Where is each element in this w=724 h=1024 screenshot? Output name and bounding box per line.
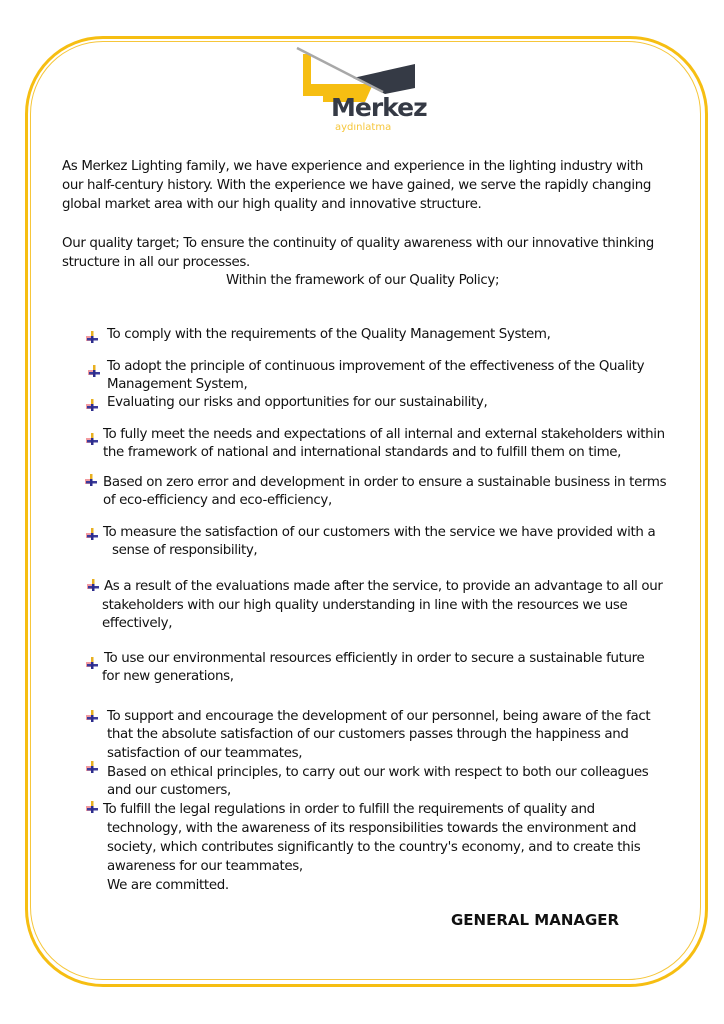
policy-item-text: To measure the satisfaction of our customers with the service we have provided with a xyxy=(103,525,656,540)
policy-item-text: To use our environmental resources efficiently in order to secure a sustainable future xyxy=(104,651,645,666)
four-color-bullet-icon xyxy=(85,398,99,412)
policy-item-continuation: and our customers, xyxy=(107,783,231,798)
policy-item-continuation: Management System, xyxy=(107,377,248,392)
policy-item-continuation: satisfaction of our teammates, xyxy=(107,746,303,761)
policy-item-continuation: the framework of national and international standards and to fulfill them on time, xyxy=(103,445,622,460)
policy-item-continuation: technology, with the awareness of its responsibilities towards the environment and xyxy=(107,821,637,836)
four-color-bullet-icon xyxy=(87,364,101,378)
four-color-bullet-icon xyxy=(85,656,99,670)
policy-item-continuation: for new generations, xyxy=(102,669,234,684)
policy-item-text: To fully meet the needs and expectations of all internal and external stakeholders within xyxy=(103,427,665,442)
policy-item-continuation: of eco-efficiency and eco-efficiency, xyxy=(103,493,332,508)
four-color-bullet-icon xyxy=(84,473,98,487)
four-color-bullet-icon xyxy=(85,709,99,723)
logo-brand-text: Merkez xyxy=(331,93,427,122)
logo-sub-text: aydınlatma xyxy=(335,122,392,133)
four-color-bullet-icon xyxy=(85,760,99,774)
policy-item-text: To comply with the requirements of the Quality Management System, xyxy=(107,327,551,342)
policy-item-continuation: awareness for our teammates, xyxy=(107,859,303,874)
intro-line: As Merkez Lighting family, we have experience and experience in the lighting industry with xyxy=(62,159,644,174)
policy-item-continuation: stakeholders with our high quality understanding in line with the resources we use xyxy=(102,598,628,613)
policy-item-text: Based on ethical principles, to carry out our work with respect to both our colleagues xyxy=(107,765,649,780)
policy-item-continuation: effectively, xyxy=(102,616,173,631)
quality-target-line: structure in all our processes. xyxy=(62,255,250,270)
signature-title: GENERAL MANAGER xyxy=(451,911,620,929)
policy-item-text: As a result of the evaluations made after the service, to provide an advantage to all our xyxy=(104,579,663,594)
four-color-bullet-icon xyxy=(85,800,99,814)
policy-item-text: Based on zero error and development in order to ensure a sustainable business in terms xyxy=(103,475,667,490)
four-color-bullet-icon xyxy=(86,578,100,592)
policy-item-text: To fulfill the legal regulations in order to fulfill the requirements of quality and xyxy=(103,802,595,817)
quality-target-line: Our quality target; To ensure the continuity of quality awareness with our innovative thinking xyxy=(62,236,654,251)
policy-item-text: To adopt the principle of continuous improvement of the effectiveness of the Quality xyxy=(107,359,645,374)
framework-heading: Within the framework of our Quality Policy; xyxy=(226,273,500,288)
policy-item-text: To support and encourage the development of our personnel, being aware of the fact xyxy=(107,709,651,724)
policy-item-continuation: We are committed. xyxy=(107,878,229,893)
four-color-bullet-icon xyxy=(85,432,99,446)
intro-line: our half-century history. With the experience we have gained, we serve the rapidly changing xyxy=(62,178,651,193)
intro-line: global market area with our high quality and innovative structure. xyxy=(62,197,482,212)
policy-item-continuation: that the absolute satisfaction of our customers passes through the happiness and xyxy=(107,727,629,742)
four-color-bullet-icon xyxy=(85,330,99,344)
policy-item-continuation: society, which contributes significantly to the country's economy, and to create this xyxy=(107,840,641,855)
four-color-bullet-icon xyxy=(85,527,99,541)
policy-item-text: Evaluating our risks and opportunities for our sustainability, xyxy=(107,395,488,410)
merkez-logo xyxy=(293,44,453,134)
policy-item-continuation: sense of responsibility, xyxy=(112,543,258,558)
